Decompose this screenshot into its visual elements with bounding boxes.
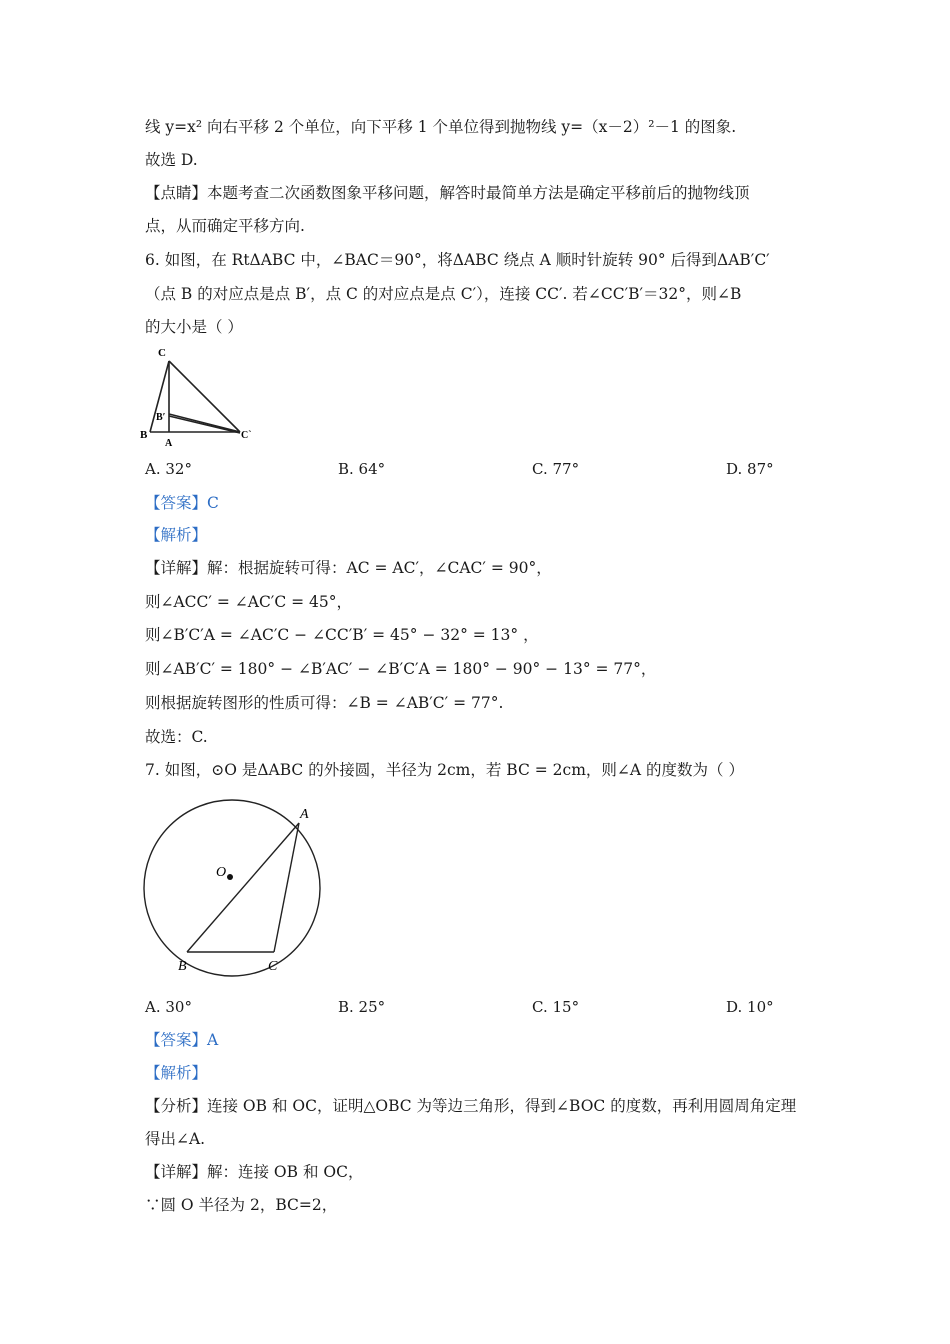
label-b: B bbox=[178, 959, 187, 974]
label-c: C bbox=[268, 959, 278, 974]
segment-ac bbox=[274, 823, 299, 952]
option-b: B. 25° bbox=[338, 998, 386, 1016]
detail-line: 则∠ACC′ = ∠AC′C = 45°， bbox=[145, 593, 352, 611]
text-line: 线 y=x² 向右平移 2 个单位，向下平移 1 个单位得到抛物线 y=（x－2）²－1 的图象. bbox=[145, 118, 737, 136]
label-a: A bbox=[165, 438, 173, 449]
option-c: C. 77° bbox=[532, 460, 580, 478]
question-7-line-1: 7. 如图，⊙O 是ΔABC 的外接圆，半径为 2cm，若 BC = 2cm，则∠A 的度数为（ ） bbox=[145, 761, 744, 779]
segment-b-prime-c-prime bbox=[169, 414, 240, 432]
detail-line: 【详解】解：连接 OB 和 OC， bbox=[145, 1163, 364, 1181]
option-a: A. 32° bbox=[145, 460, 192, 478]
detail-line: 则∠AB′C′ = 180° − ∠B′AC′ − ∠B′C′A = 180° − 90° − 13° = 77°， bbox=[145, 660, 657, 678]
segment-cc-prime bbox=[169, 361, 240, 432]
question-6-figure bbox=[140, 344, 265, 450]
label-b-prime: B′ bbox=[156, 412, 166, 423]
center-point bbox=[227, 874, 233, 880]
question-6-line-1: 6. 如图，在 RtΔABC 中，∠BAC＝90°，将ΔABC 绕点 A 顺时针旋转 90° 后得到ΔAB′C′ bbox=[145, 251, 770, 269]
detail-line: 【详解】解：根据旋转可得：AC = AC′，∠CAC′ = 90°， bbox=[145, 559, 552, 577]
analysis-label: 【解析】 bbox=[145, 1064, 208, 1082]
detail-line: ∵圆 O 半径为 2，BC=2， bbox=[145, 1196, 338, 1214]
label-c: C bbox=[158, 347, 166, 359]
label-c-prime: C` bbox=[241, 430, 252, 441]
detail-line: 则根据旋转图形的性质可得：∠B = ∠AB′C′ = 77°. bbox=[145, 694, 504, 712]
label-a: A bbox=[300, 807, 309, 822]
detail-line: 则∠B′C′A = ∠AC′C − ∠CC′B′ = 45° − 32° = 13° ， bbox=[145, 626, 539, 644]
option-d: D. 10° bbox=[726, 998, 774, 1016]
label-b: B bbox=[140, 429, 148, 441]
answer-label: 【答案】C bbox=[145, 494, 219, 512]
option-c: C. 15° bbox=[532, 998, 580, 1016]
analysis-line: 得出∠A. bbox=[145, 1130, 206, 1148]
option-d: D. 87° bbox=[726, 460, 774, 478]
question-6-line-3: 的大小是（ ） bbox=[145, 318, 243, 336]
analysis-line: 【分析】连接 OB 和 OC，证明△OBC 为等边三角形，得到∠BOC 的度数，再利用圆周角定理 bbox=[145, 1097, 797, 1115]
segment-b-prime-c-prime-2 bbox=[169, 416, 240, 433]
question-6-line-2: （点 B 的对应点是点 B′，点 C 的对应点是点 C′），连接 CC′. 若∠CC′B′＝32°，则∠B bbox=[145, 285, 742, 303]
text-line: 点，从而确定平移方向. bbox=[145, 217, 305, 235]
analysis-label: 【解析】 bbox=[145, 526, 208, 544]
text-line: 故选 D. bbox=[145, 151, 198, 169]
circumcircle bbox=[144, 800, 320, 976]
detail-line: 故选：C. bbox=[145, 728, 208, 746]
question-7-figure bbox=[138, 796, 328, 978]
text-line: 【点睛】本题考查二次函数图象平移问题，解答时最简单方法是确定平移前后的抛物线顶 bbox=[145, 184, 750, 202]
option-a: A. 30° bbox=[145, 998, 192, 1016]
segment-ab bbox=[187, 823, 299, 952]
label-o: O bbox=[216, 865, 227, 880]
option-b: B. 64° bbox=[338, 460, 386, 478]
answer-label: 【答案】A bbox=[145, 1031, 219, 1049]
